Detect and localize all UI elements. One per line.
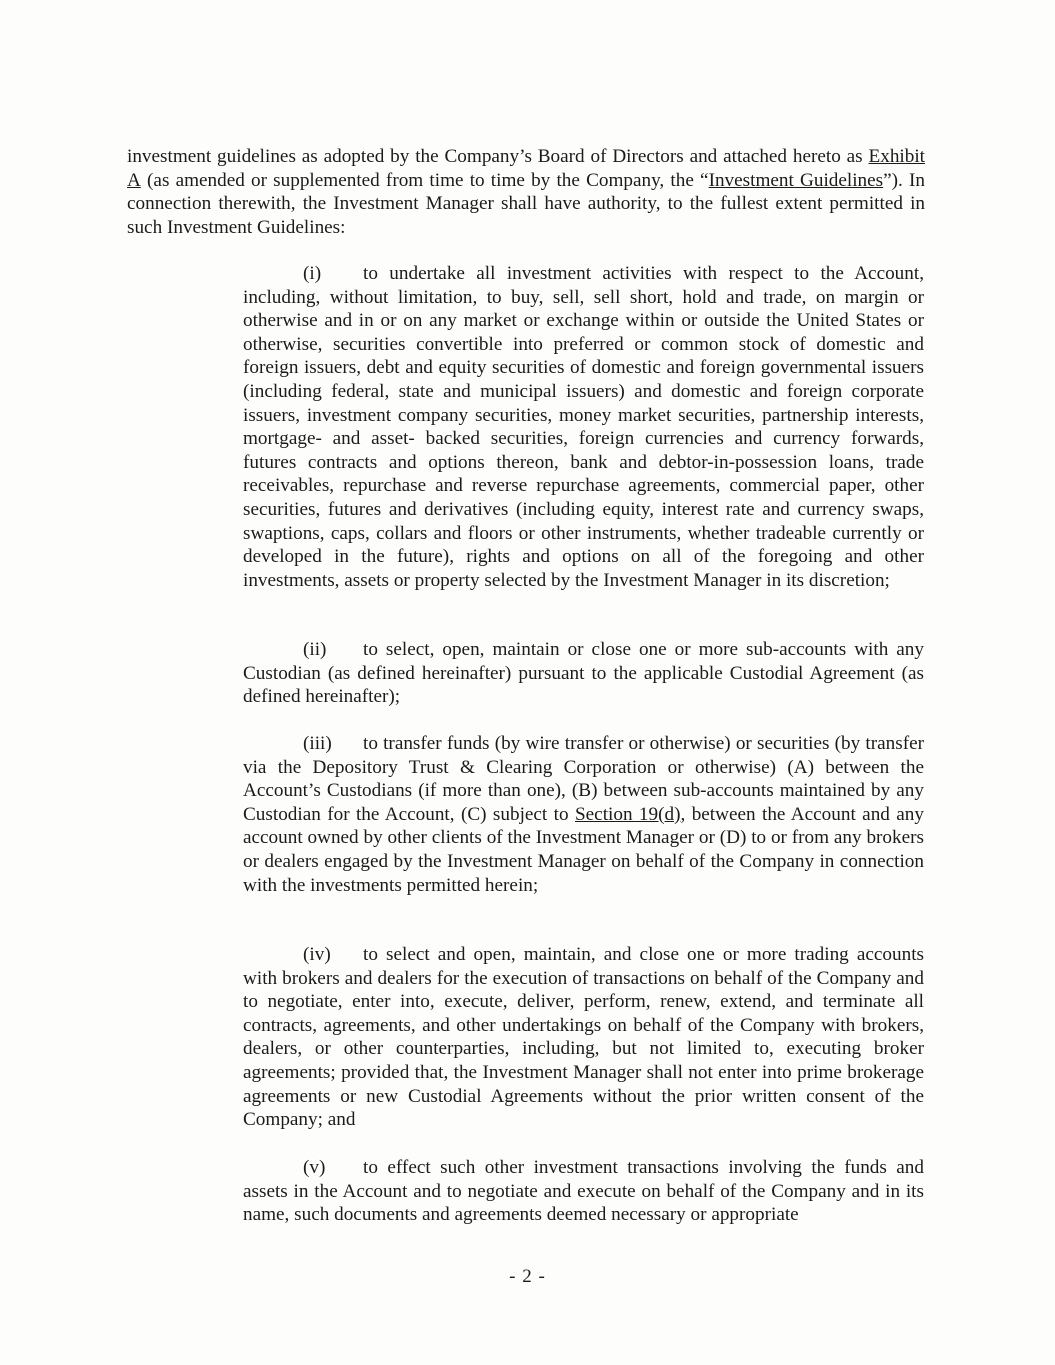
- investment-guidelines-term: Investment Guidelines: [708, 169, 884, 191]
- clause-text: to select, open, maintain or close one or more sub-accounts with any Custodian (as defined hereinafter) pursuant to the applicable Custodial Agreement (as defined hereinafter);: [243, 639, 924, 708]
- intro-text-2: (as amended or supplemented from time to time by the Company, the “: [140, 169, 709, 191]
- clause-i: [243, 262, 924, 592]
- clause-label: (i): [303, 263, 322, 284]
- clause-label: (iii): [303, 733, 332, 754]
- clause-ii: [243, 638, 924, 709]
- clause-text-1: to transfer funds (by wire transfer or otherwise) or securities (by transfer via the Depository Trust & Clearing Corporation or otherwise) (A) between the Account’s Custodians (if more than one), (B) between sub-accounts maintained by any Custodian for the Account, (C) subject to: [243, 733, 924, 825]
- page-number: - 2 -: [509, 1266, 546, 1287]
- clause-v: [243, 1156, 924, 1227]
- clause-text-2: , between the Account and any account owned by other clients of the Investment Manager or (D) to or from any brokers or dealers engaged by the Investment Manager on behalf of the Company in connection with the investments permitted herein;: [243, 803, 924, 896]
- intro-text-3: ”). In connection therewith, the Investment Manager shall have authority, to the fullest extent permitted in such Investment Guidelines:: [127, 169, 926, 238]
- clause-label: (iv): [303, 944, 331, 965]
- clause-iv: [243, 943, 924, 1132]
- section-19d-reference: Section 19(d): [574, 803, 681, 825]
- clause-iii: [243, 732, 924, 897]
- clause-text: to effect such other investment transactions involving the funds and assets in the Account and to negotiate and execute on behalf of the Company and in its name, such documents and agreements deemed necessary or appropriate: [243, 1157, 924, 1226]
- exhibit-a-reference: Exhibit A: [127, 146, 925, 191]
- clause-text: to undertake all investment activities with respect to the Account, including, without limitation, to buy, sell, sell short, hold and trade, on margin or otherwise and in or on any market or exchange within or outside the United States or otherwise, securities convertible into preferred or common stock of domestic and foreign issuers, debt and equity securities of domestic and foreign governmental issuers (including federal, state and municipal issuers) and domestic and foreign corporate issuers, investment company securities, money market securities, partnership interests, mortgage- and asset- backed securities, foreign currencies and currency forwards, futures contracts and options thereon, bank and debtor-in-possession loans, trade receivables, repurchase and reverse repurchase agreements, commercial paper, other securities, futures and derivatives (including equity, interest rate and currency swaps, swaptions, caps, collars and floors or other instruments, whether tradeable currently or developed in the future), rights and options on all of the foregoing and other investments, assets or property selected by the Investment Manager in its discretion;: [243, 263, 924, 591]
- clause-text: to select and open, maintain, and close one or more trading accounts with brokers and dealers for the execution of transactions on behalf of the Company and to negotiate, enter into, execute, deliver, perform, renew, extend, and terminate all contracts, agreements, and other undertakings on behalf of the Company with brokers, dealers, or other counterparties, including, but not limited to, executing broker agreements; provided that, the Investment Manager shall not enter into prime brokerage agreements or new Custodial Agreements without the prior written consent of the Company; and: [243, 944, 924, 1131]
- intro-text-1: investment guidelines as adopted by the Company’s Board of Directors and attached hereto as: [127, 146, 869, 167]
- intro-paragraph: [127, 145, 925, 239]
- clause-label: (v): [303, 1157, 326, 1178]
- clause-label: (ii): [303, 639, 327, 660]
